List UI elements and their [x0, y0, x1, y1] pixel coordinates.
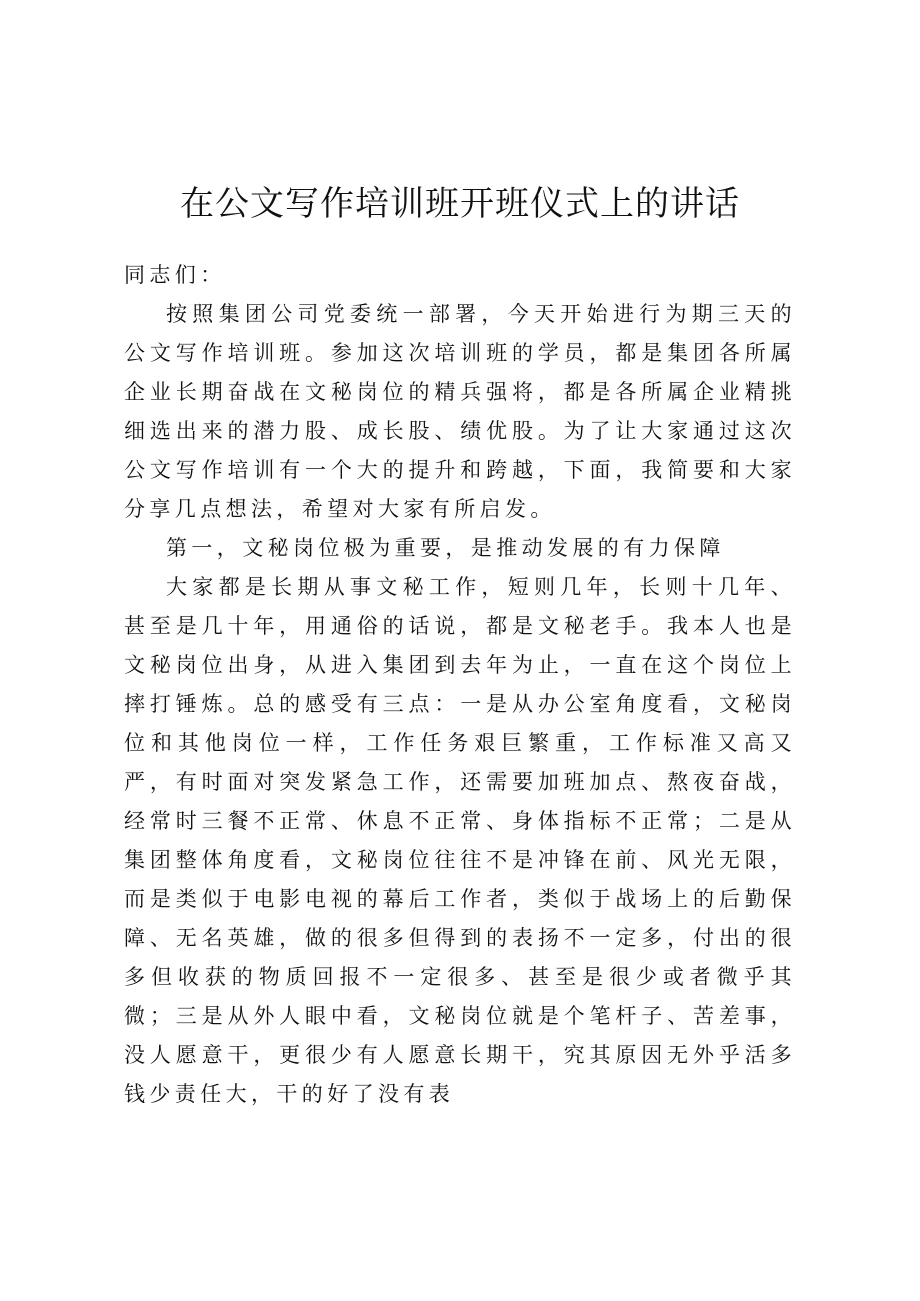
paragraph-body: 大家都是长期从事文秘工作，短则几年，长则十几年、甚至是几十年，用通俗的话说，都是文秘老手。我本人也是文秘岗位出身，从进入集团到去年为止，一直在这个岗位上摔打锤炼。总的感受有三点：一是从办公室角度看，文秘岗位和其他岗位一样，工作任务艰巨繁重，工作标准又高又严，有时面对突发紧急工作，还需要加班加点、熬夜奋战，经常时三餐不正常、休息不正常、身体指标不正常；二是从集团整体角度看，文秘岗位往往不是冲锋在前、风光无限，而是类似于电影电视的幕后工作者，类似于战场上的后勤保障、无名英雄，做的很多但得到的表扬不一定多，付出的很多但收获的物质回报不一定很多、甚至是很少或者微乎其微；三是从外人眼中看，文秘岗位就是个笔杆子、苦差事，没人愿意干，更很少有人愿意长期干，究其原因无外乎活多钱少责任大，干的好了没有表 [124, 575, 796, 1106]
section-heading-first: 第一，文秘岗位极为重要，是推动发展的有力保障 [166, 536, 725, 560]
document-body [124, 256, 796, 1114]
salutation: 同志们： [124, 263, 226, 287]
paragraph-intro: 按照集团公司党委统一部署，今天开始进行为期三天的公文写作培训班。参加这次培训班的学员，都是集团各所属企业长期奋战在文秘岗位的精兵强将，都是各所属企业精挑细选出来的潜力股、成长股、绩优股。为了让大家通过这次公文写作培训有一个大的提升和跨越，下面，我简要和大家分享几点想法，希望对大家有所启发。 [124, 302, 796, 521]
document-title: 在公文写作培训班开班仪式上的讲话 [180, 184, 740, 224]
